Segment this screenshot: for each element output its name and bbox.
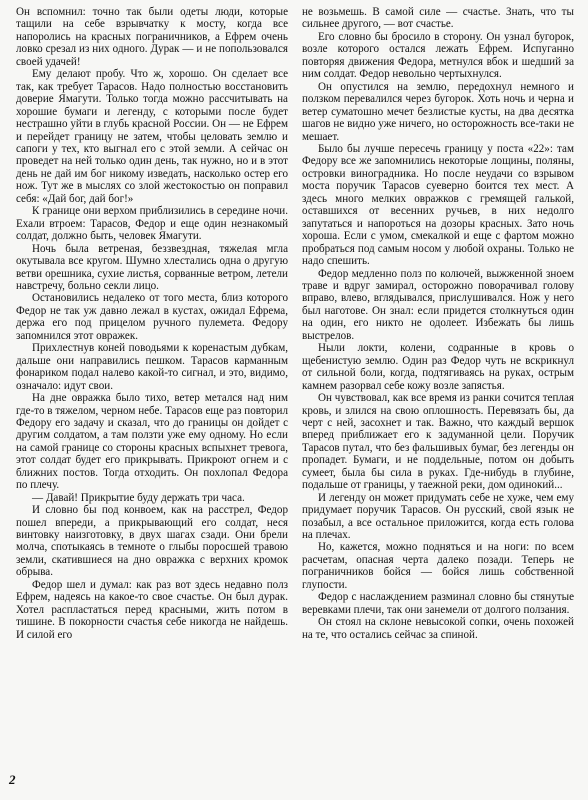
paragraph: Он чувствовал, как все время из ранки сочится теплая кровь, и злился на свою оплошность. Перевязать бы, да черт с ней, засохнет и так. Важно, что каждый вершок вперед приближает его к задуманной цели. Поручик Тарасов путал, что без фальшивых бумаг, без легенды он пропадет. Бумаги, и не поддельные, потом он добыть сумеет, была бы сила в руках. Где-нибудь в глубине, подальше от границы, у таежной реки, дом одинокий...	[302, 392, 574, 492]
paragraph: Федор с наслаждением разминал словно бы стянутые веревками плечи, так они занемели от долгого ползания.	[302, 591, 574, 616]
paragraph: Он вспомнил: точно так были одеты люди, которые тащили на себе взрывчатку к мосту, когда все напоролись на красных пограничников, а Ефрем очень ловко срезал из них одного. Дурак — и не попользовался своей удачей!	[16, 6, 288, 68]
paragraph: Ему делают пробу. Что ж, хорошо. Он сделает все так, как требует Тарасов. Надо полностью восстановить доверие Ямагути. Только тогда можно рассчитывать на хорошие бумаги и легенду, с которыми после будет нестрашно уйти в глубь красной России. Он — не Ефрем и перейдет границу не затем, чтобы целовать землю и сапоги у тех, кто выгнал его с этой земли. А сейчас он проведет на ней только один день, так нужно, но и в этот день не дай им бог никому изведать, насколько остер его нож. Тут же в мыслях со злой жестокостью он поправил себя: «Дай бог, дай бог!»	[16, 68, 288, 205]
paragraph: Было бы лучше пересечь границу у поста «22»: там Федору все же запомнились некоторые лощины, поляны, островки виноградника. Но после неудачи со взрывом моста поручик Тарасов суеверно боится тех мест. А здесь много мелких овражков с гремящей галькой, оставшихся от весенних ручьев, в них недолго запутаться и напороться на дозоры красных. Зато ночь хороша. Если с умом, смекалкой и еще с фартом можно пробраться под самым носом у любой охраны. Только не надо спешить.	[302, 142, 574, 268]
paragraph: Он опустился на землю, передохнул немного и ползком перевалился через бугорок. Хоть ночь и черна и ветер суматошно мечет безлистые кусты, на два десятка шагов не видно уже ничего, но осторожность все-таки не мешает.	[302, 80, 574, 143]
paragraph: Прихлестнув коней поводьями к коренастым дубкам, дальше они направились пешком. Тарасов карманным фонариком подал налево какой-то сигнал, и это, видимо, означало: идут свои.	[16, 342, 288, 392]
paragraph: Федор шел и думал: как раз вот здесь недавно полз Ефрем, надеясь на какое-то свое счастье. Он был дурак. Хотел распластаться перед красными, жить потом в тишине. В покорности счастья себе никогда не найдешь. И силой его	[16, 578, 288, 641]
paragraph: И легенду он может придумать себе не хуже, чем ему придумает поручик Тарасов. Он русский, свой язык не позабыл, а все остальное приложится, когда есть голова на плечах.	[302, 491, 574, 542]
paragraph: К границе они верхом приблизились в середине ночи. Ехали втроем: Тарасов, Федор и еще один незнакомый солдат, должно быть, человек Ямагути.	[16, 205, 288, 243]
right-column	[302, 6, 574, 641]
paragraph: не возьмешь. В самой силе — счастье. Знать, что ты сильнее другого, — вот счастье.	[302, 6, 574, 31]
paragraph: Остановились недалеко от того места, близ которого Федор не так уж давно лежал в кустах, ожидал Ефрема, держа его под прицелом ручного пулемета. Федору запомнился этот овражек.	[16, 292, 288, 342]
paragraph: Ныли локти, колени, содранные в кровь о щебенистую землю. Один раз Федор чуть не вскрикнул от сильной боли, когда, подтягиваясь на руках, острым камнем разорвал себе кожу возле запястья.	[302, 342, 574, 392]
paragraph: — Давай! Прикрытие буду держать три часа.	[32, 491, 245, 504]
paragraph: И словно бы под конвоем, как на расстрел, Федор пошел впереди, а прикрывающий его солдат, неся винтовку наизготовку, в двух шагах сзади. Они брели молча, спотыкаясь в темноте о глыбы поросшей травою земли, скатившиеся на дно овражка с верхних кромок обрыва.	[16, 504, 288, 579]
paragraph: На дне овражка было тихо, ветер метался над ним где-то в тяжелом, черном небе. Тарасов еще раз повторил Федору его задачу и сказал, что до границы он дойдет с другим солдатом, а там ползти уже ему одному. Но если на самой границе со стороны красных вспыхнет тревога, этот солдат будет его прикрывать. Прикроют огнем и с ближних постов. Тогда отходить. Он похлопал Федора по плечу.	[16, 392, 288, 492]
paragraph: Но, кажется, можно подняться и на ноги: по всем расчетам, опасная черта далеко позади. Теперь не пограничников бойся — бойся лишь собственной глупости.	[302, 541, 574, 591]
paragraph: Федор медленно полз по колючей, выжженной зноем траве и вдруг замирал, осторожно поворачивал голову вправо, влево, вглядывался, прислушивался. Нож у него был наготове. Он знал: если придется столкнуться один на один, его никто не одолеет. Избежать бы лишь выстрелов.	[302, 267, 574, 342]
page-number: 2	[9, 772, 16, 787]
left-column	[16, 6, 288, 641]
paragraph: Он стоял на склоне невысокой сопки, очень похожей на те, что остались сейчас за спиной.	[302, 616, 574, 641]
paragraph: Ночь была ветреная, беззвездная, тяжелая мгла окутывала все кругом. Шумно хлестались одна о другую ветви орешника, сухие листья, сорванные ветром, летели навстречу, больно секли лицо.	[16, 242, 288, 292]
paragraph: Его словно бы бросило в сторону. Он узнал бугорок, возле которого остался лежать Ефрем. Испуганно повторяя движения Федора, метнулся вбок и шедший за ним солдат. Федор невольно чертыхнулся.	[302, 30, 574, 81]
